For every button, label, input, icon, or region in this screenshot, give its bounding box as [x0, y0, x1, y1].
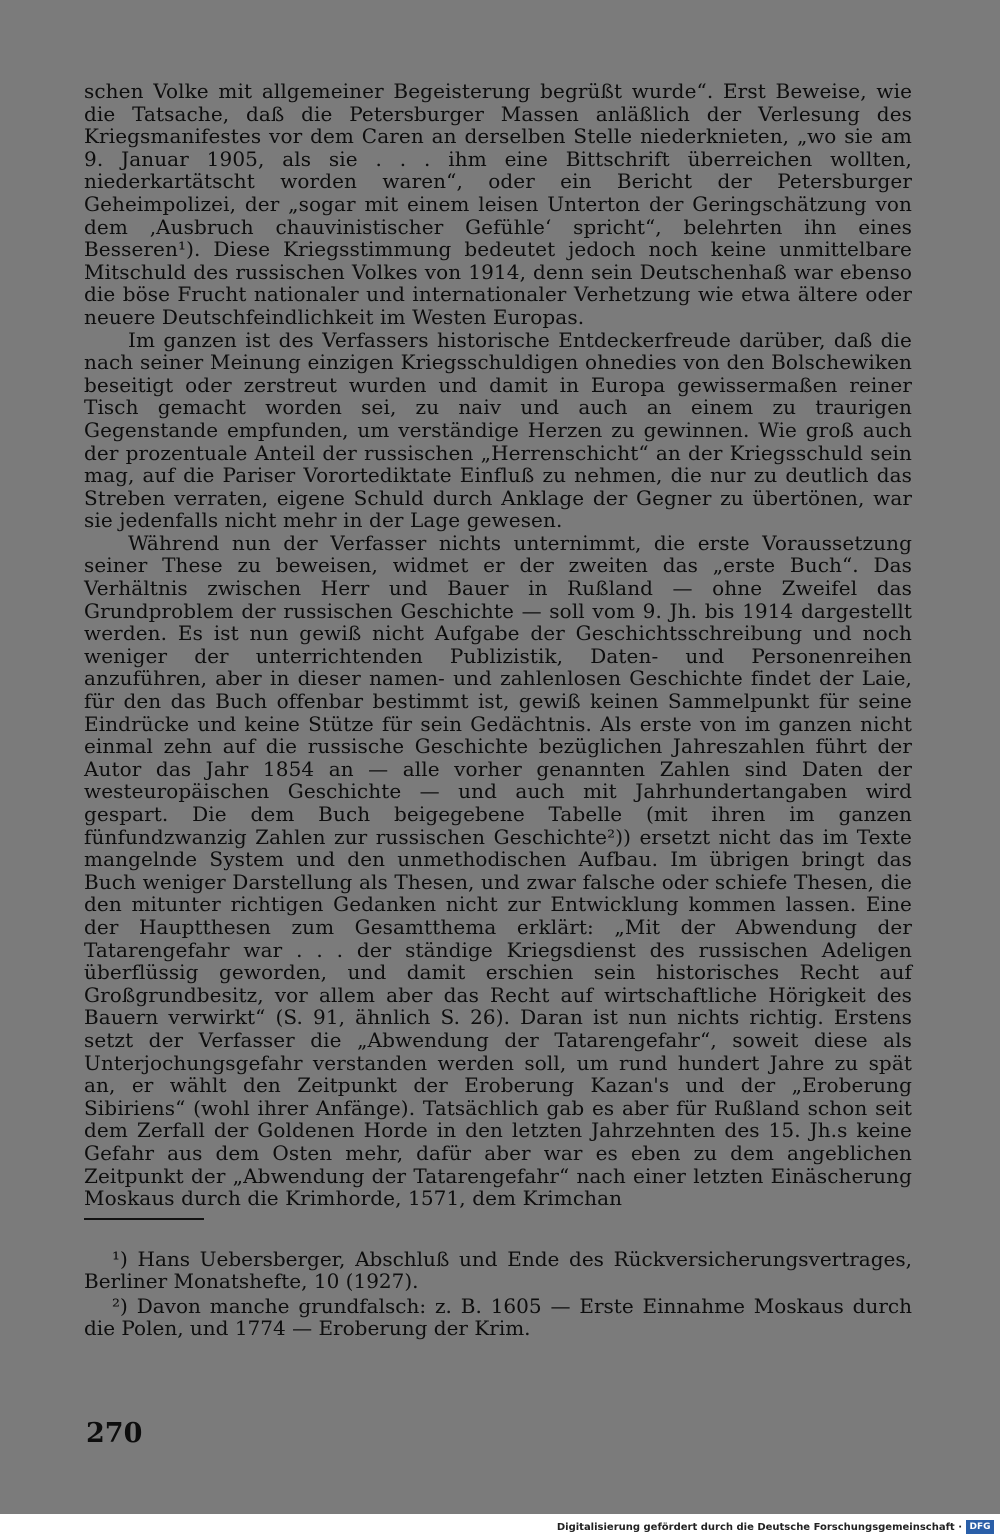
dfg-logo-icon: DFG [966, 1520, 994, 1534]
footnote-2: ²) Davon manche grundfalsch: z. B. 1605 — Erste Einnahme Moskaus durch die Polen, und 1774 — Eroberung der Krim. [84, 1293, 912, 1341]
paragraph-3: Während nun der Verfasser nichts unternimmt, die erste Voraussetzung seiner These zu beweisen, widmet er der zweiten das „erste Buch“. Das Verhältnis zwischen Herr und Bauer in Rußland — ohne Zweifel das Grundproblem der russischen Geschichte — soll vom 9. Jh. bis 1914 dargestellt werden. Es ist nun gewiß nicht Aufgabe der Geschichtsschreibung und noch weniger der unterrichtenden Publizistik, Daten- und Personenreihen anzuführen, aber in dieser namen- und zahlenlosen Geschichte findet der Laie, für den das Buch offenbar bestimmt ist, gewiß keinen Sammelpunkt für seine Eindrücke und keine Stütze für sein Gedächtnis. Als erste von im ganzen nicht einmal zehn auf die russische Geschichte bezüglichen Jahreszahlen führt der Autor das Jahr 1854 an — alle vorher genannten Zahlen sind Daten der westeuropäischen Geschichte — und auch mit Jahrhundertangaben wird gespart. Die dem Buch beigegebene Tabelle (mit ihren im ganzen fünfundzwanzig Zahlen zur russischen Geschichte²)) ersetzt nicht das im Texte mangelnde System und den unmethodischen Aufbau. Im übrigen bringt das Buch weniger Darstellung als Thesen, und zwar falsche oder schiefe Thesen, die den mitunter richtigen Gedanken nicht zur Entwicklung kommen lassen. Eine der Hauptthesen zum Gesamtthema erklärt: „Mit der Abwendung der Tatarengefahr war . . . der ständige Kriegsdienst des russischen Adeligen überflüssig geworden, und damit erschien sein historisches Recht auf Großgrundbesitz, vor allem aber das Recht auf wirtschaftliche Hörigkeit des Bauern verwirkt“ (S. 91, ähnlich S. 26). Daran ist nun nichts richtig. Erstens setzt der Verfasser die „Abwendung der Tatarengefahr“, soweit diese als Unterjochungsgefahr verstanden werden soll, um rund hundert Jahre zu spät an, er wählt den Zeitpunkt der Eroberung Kazan's und der „Eroberung Sibiriens“ (wohl ihrer Anfänge). Tatsächlich gab es aber für Rußland schon seit dem Zerfall der Goldenen Horde in den letzten Jahrzehnten des 15. Jh.s keine Gefahr aus dem Osten mehr, dafür aber war es eben zu dem angeblichen Zeitpunkt der „Abwendung der Tatarengefahr“ nach einer letzten Einäscherung Moskaus durch die Krimhorde, 1571, dem Krimchan [84, 530, 912, 1211]
footer-bar [0, 1514, 1000, 1538]
paragraph-1: schen Volke mit allgemeiner Begeisterung begrüßt wurde“. Erst Beweise, wie die Tatsache, daß die Petersburger Massen anläßlich der Verlesung des Kriegsmanifestes vor dem Caren an derselben Stelle niederknieten, „wo sie am 9. Januar 1905, als sie . . . ihm eine Bittschrift überreichen wollten, niederkartätscht worden waren“, oder ein Bericht der Petersburger Geheimpolizei, der „sogar mit einem leisen Unterton der Geringschätzung von dem ‚Ausbruch chauvinistischer Gefühle‘ spricht“, belehrten ihn eines Besseren¹). Diese Kriegsstimmung bedeutet jedoch noch keine unmittelbare Mitschuld des russischen Volkes von 1914, denn sein Deutschenhaß war ebenso die böse Frucht nationaler und internationaler Verhetzung wie etwa ältere oder neuere Deutschfeindlichkeit im Westen Europas. [84, 79, 912, 329]
footnote-separator [84, 1218, 204, 1220]
page-content [84, 80, 912, 1342]
paragraph-2: Im ganzen ist des Verfassers historische Entdeckerfreude darüber, daß die nach seiner Meinung einzigen Kriegsschuldigen ohnedies von den Bolschewiken beseitigt oder zerstreut wurden und damit in Europa gewissermaßen reiner Tisch gemacht worden sei, zu naiv und auch an einem zu traurigen Gegenstande empfunden, um verständige Herzen zu gewinnen. Wie groß auch der prozentuale Anteil der russischen „Herrenschicht“ an der Kriegsschuld sein mag, auf die Pariser Vorortediktate Einfluß zu nehmen, die nur zu deutlich das Streben verraten, eigene Schuld durch Anklage der Gegner zu übertönen, war sie jedenfalls nicht mehr in der Lage gewesen. [84, 327, 912, 533]
page-number: 270 [86, 1418, 143, 1449]
footer-credit: Digitalisierung gefördert durch die Deutsche Forschungsgemeinschaft · [556, 1522, 962, 1533]
body-text [84, 80, 912, 1210]
footnotes [84, 1248, 912, 1340]
footnote-1: ¹) Hans Uebersberger, Abschluß und Ende des Rückversicherungsvertrages, Berliner Monatshefte, 10 (1927). [84, 1246, 912, 1294]
